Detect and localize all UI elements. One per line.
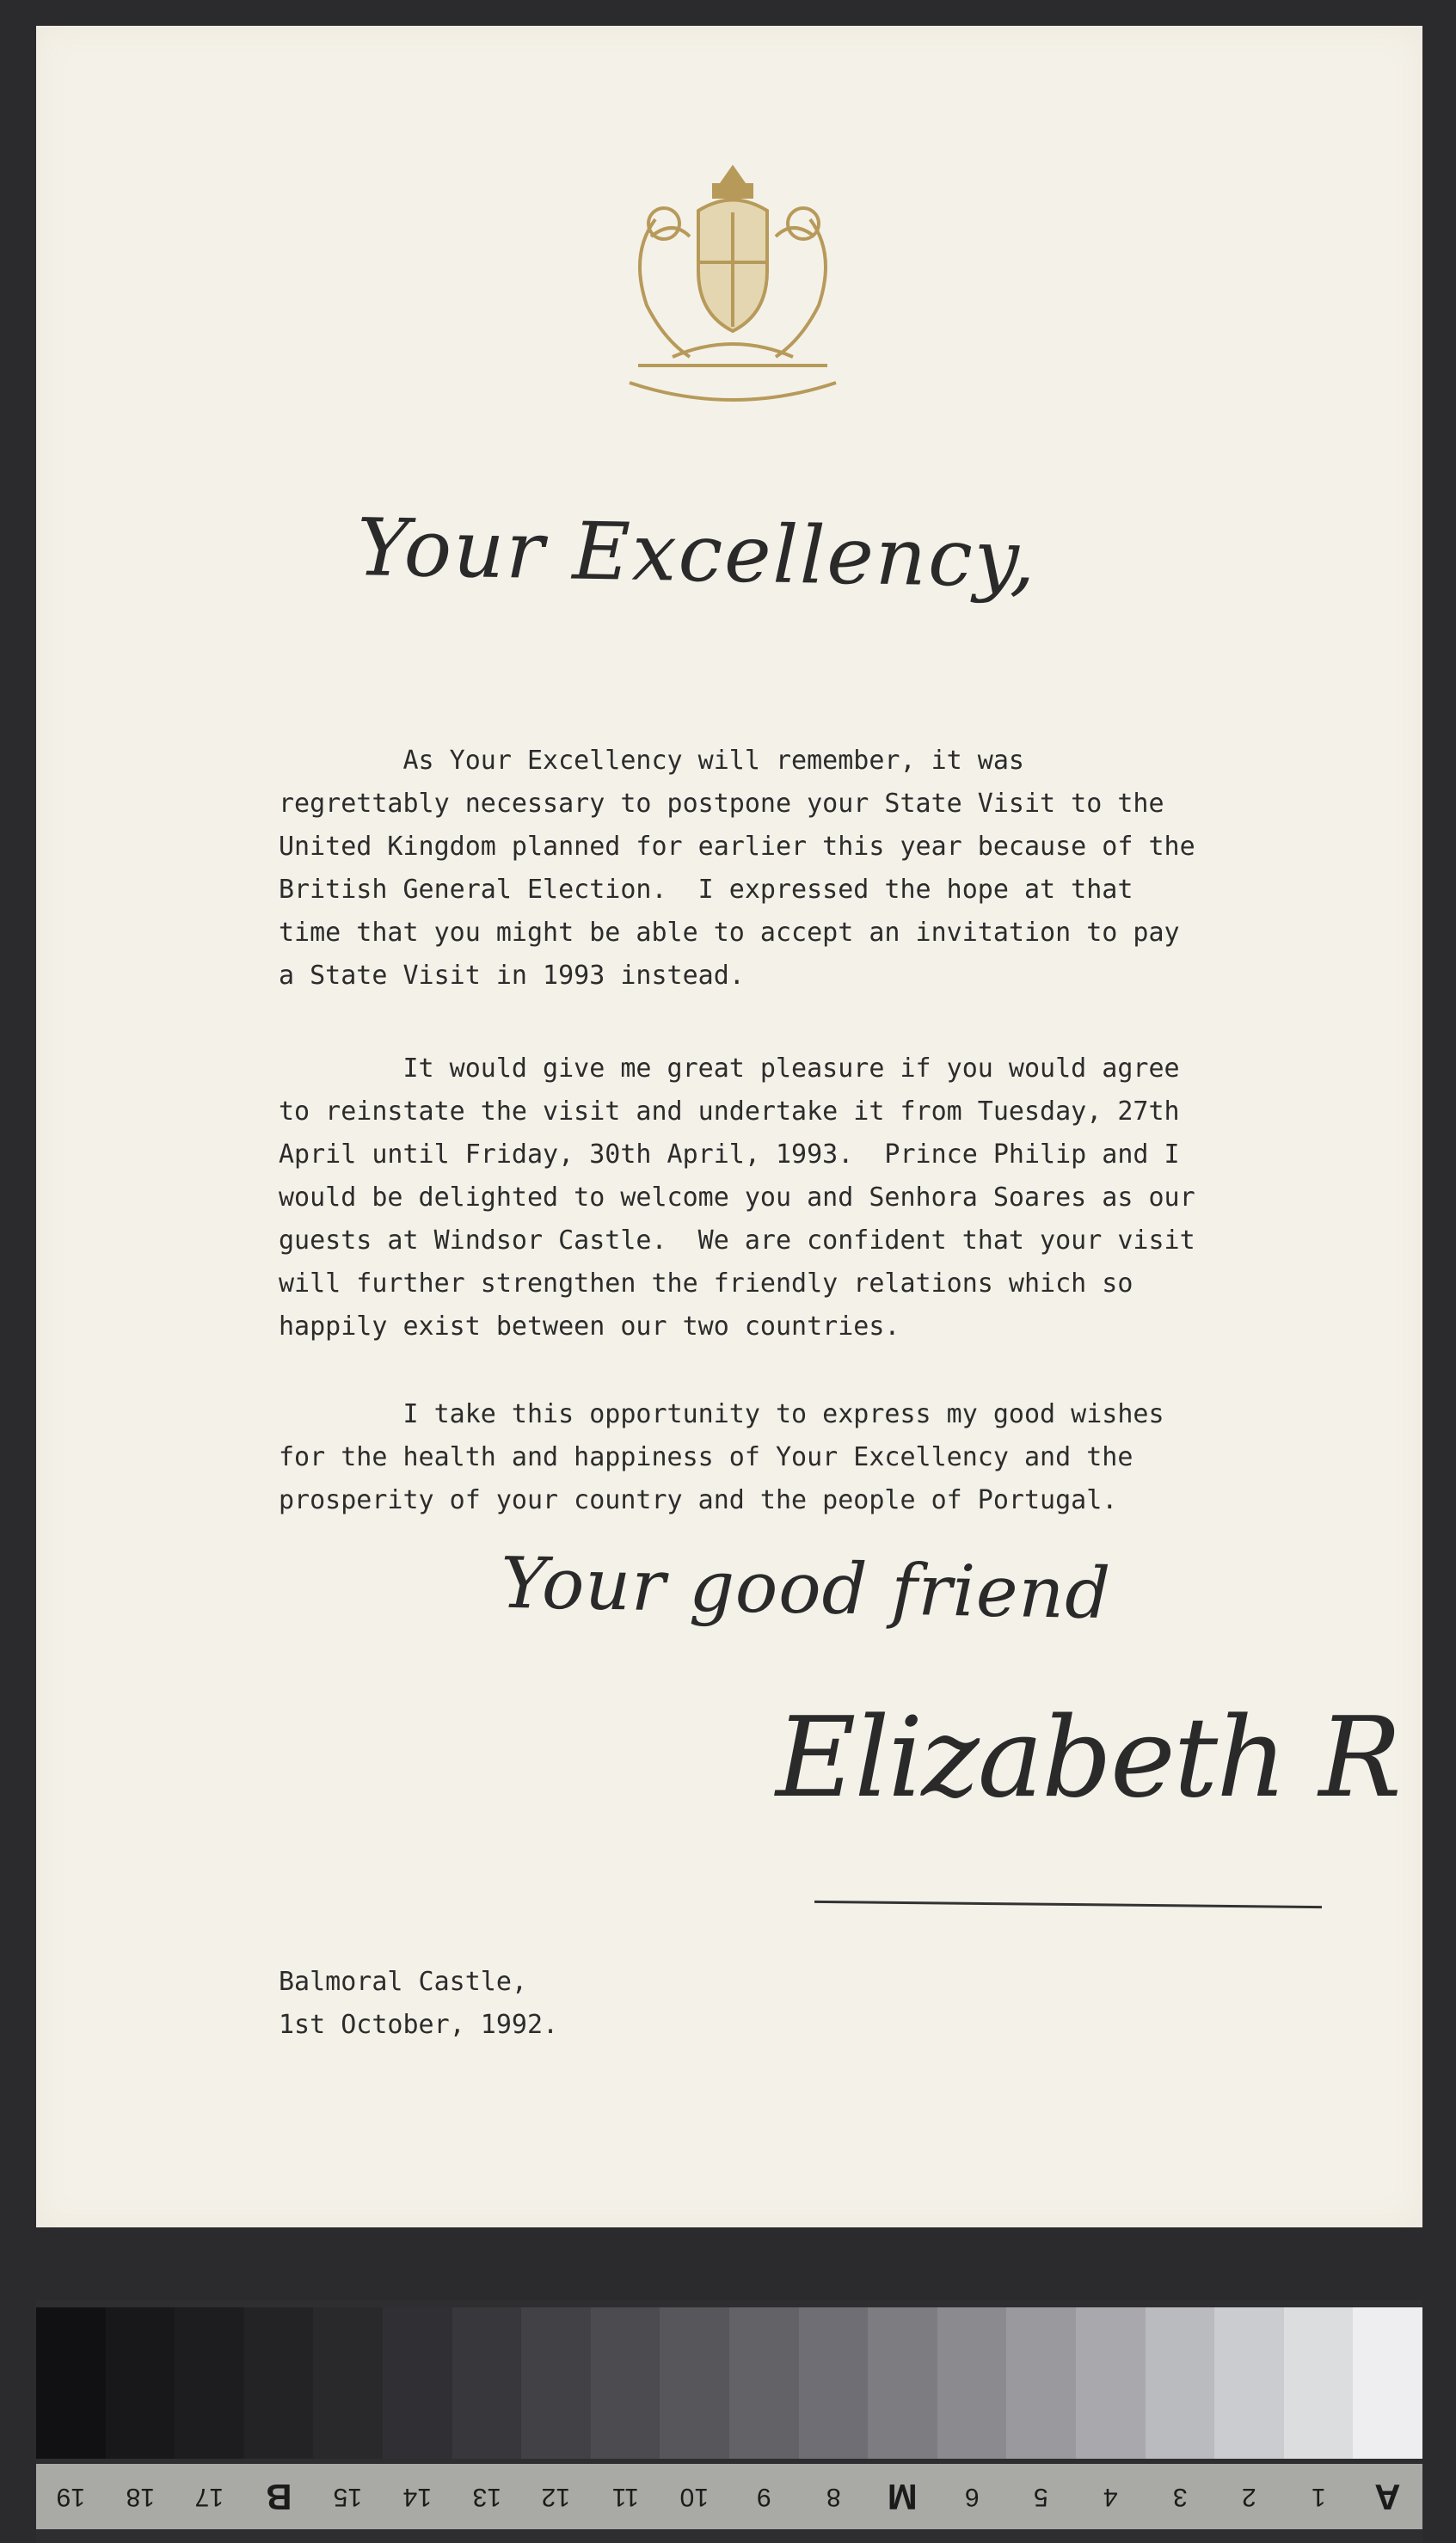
gray-swatch [729,2307,799,2459]
gray-swatch [244,2307,314,2459]
place-and-date: Balmoral Castle, 1st October, 1992. [279,1967,559,2040]
scale-label: 13 [472,2483,501,2511]
scale-label: 17 [194,2483,224,2511]
scale-label: 1 [1311,2483,1326,2511]
scale-label: 14 [402,2483,432,2511]
gray-swatch [521,2307,591,2459]
scale-label: 3 [1172,2483,1188,2511]
paragraph-1: As Your Excellency will remember, it was regrettably necessary to postpone your State Visit to the United Kingdom planned for earlier this year because of the British General Election. I expressed the hope at that time that you might be able to accept an invitation to pay a State Visit in 1993 instead. [279,746,1195,991]
gray-swatch [1076,2307,1146,2459]
scale-label: 9 [756,2483,771,2511]
paragraph-2: It would give me great pleasure if you would agree to reinstate the visit and undertake it from Tuesday, 27th April until Friday, 30th April, 1993. Prince Philip and I would be delighted to welcome you and Senhora Soares as our guests at Windsor Castle. We are confident that your visit will further strengthen the friendly relations which so happily exist between our two countries. [279,1053,1195,1342]
scale-label: 5 [1034,2483,1048,2511]
scale-label: 15 [333,2483,363,2511]
gray-swatch [660,2307,729,2459]
gray-swatch [383,2307,452,2459]
gray-swatch [868,2307,937,2459]
scale-label: 12 [541,2483,571,2511]
gray-swatch [591,2307,660,2459]
gray-swatch [452,2307,522,2459]
gray-swatch [1006,2307,1076,2459]
gray-swatch [1146,2307,1215,2459]
calibration-scale [36,2464,1422,2529]
scale-label: 4 [1103,2483,1118,2511]
royal-coat-of-arms-icon [604,150,862,417]
gray-swatch [799,2307,869,2459]
signature-underline [814,1901,1322,1908]
scale-label: A [1374,2477,1401,2517]
scale-label: B [265,2477,292,2517]
gray-swatch [175,2307,244,2459]
gray-swatch [106,2307,175,2459]
scale-label: 10 [679,2483,710,2511]
scale-label: M [887,2477,918,2517]
grayscale-swatches [36,2307,1422,2459]
scale-label: 19 [56,2483,85,2511]
closing: Your good friend [500,1542,1112,1636]
signature: Elizabeth R [776,1694,1400,1822]
gray-swatch [1353,2307,1422,2459]
paragraph-3: I take this opportunity to express my good wishes for the health and happiness of Your Excellency and the prosperity of your country and the people of Portugal. [279,1399,1164,1515]
scale-label: 8 [826,2483,841,2511]
gray-swatch [1214,2307,1284,2459]
salutation: Your Excellency, [356,501,1038,605]
scale-label: 18 [126,2483,155,2511]
scale-label: 6 [964,2483,980,2511]
letter-sheet [36,26,1422,2227]
gray-swatch [937,2307,1007,2459]
gray-swatch [36,2307,106,2459]
gray-swatch [313,2307,383,2459]
scale-label: 2 [1242,2483,1256,2511]
scale-label: 11 [611,2483,639,2511]
gray-swatch [1284,2307,1354,2459]
color-calibration-target [36,2300,1422,2543]
